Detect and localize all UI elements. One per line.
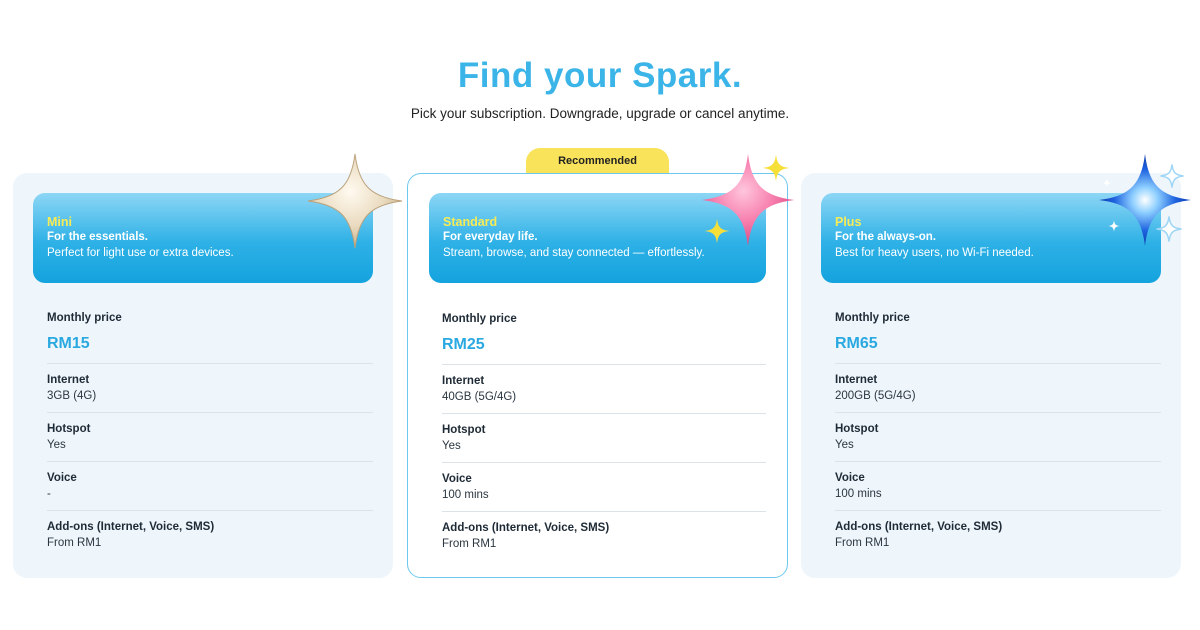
voice-label: Voice (442, 473, 472, 485)
sparkle-pearl-icon (306, 152, 404, 250)
hotspot-value: Yes (47, 439, 66, 451)
plan-description: Stream, browse, and stay connected — effortlessly. (443, 247, 705, 259)
internet-value: 40GB (5G/4G) (442, 391, 517, 403)
price-value: RM15 (47, 335, 90, 352)
hotspot-row (47, 413, 373, 462)
price-label: Monthly price (47, 312, 122, 324)
plan-tagline: For the essentials. (47, 231, 148, 243)
sparkle-small-white-icon (1160, 164, 1184, 188)
page-title: Find your Spark. (457, 56, 743, 95)
voice-label: Voice (47, 472, 77, 484)
addons-label: Add-ons (Internet, Voice, SMS) (835, 521, 1003, 533)
plan-tagline: For everyday life. (443, 231, 538, 243)
sparkle-small-white-icon (1108, 220, 1120, 232)
plan-description: Best for heavy users, no Wi-Fi needed. (835, 247, 1034, 259)
price-value: RM65 (835, 335, 878, 352)
plan-name: Standard (443, 215, 498, 229)
hotspot-row (442, 414, 766, 463)
voice-row (47, 462, 373, 511)
internet-value: 200GB (5G/4G) (835, 390, 916, 402)
voice-value: - (47, 488, 51, 500)
hotspot-label: Hotspot (835, 423, 879, 435)
addons-row (835, 511, 1161, 559)
sparkle-small-white-icon (1102, 178, 1112, 188)
voice-row (442, 463, 766, 512)
plan-name: Plus (835, 215, 862, 229)
price-row (835, 305, 1161, 364)
addons-value: From RM1 (835, 537, 890, 549)
addons-row (47, 511, 373, 559)
price-row (47, 305, 373, 364)
voice-row (835, 462, 1161, 511)
voice-value: 100 mins (835, 488, 882, 500)
recommended-badge: Recommended (526, 148, 669, 173)
price-label: Monthly price (835, 312, 910, 324)
plan-description: Perfect for light use or extra devices. (47, 247, 234, 259)
plan-details (835, 305, 1161, 559)
addons-row (442, 512, 766, 560)
hotspot-label: Hotspot (442, 424, 486, 436)
addons-value: From RM1 (442, 538, 497, 550)
plan-tagline: For the always-on. (835, 231, 936, 243)
internet-row (835, 364, 1161, 413)
addons-label: Add-ons (Internet, Voice, SMS) (47, 521, 215, 533)
hotspot-row (835, 413, 1161, 462)
hotspot-value: Yes (835, 439, 854, 451)
sparkle-small-white-icon (1156, 216, 1182, 242)
sparkle-small-yellow-icon (762, 154, 790, 182)
voice-value: 100 mins (442, 489, 489, 501)
sparkle-small-yellow-icon (704, 218, 730, 244)
price-row (442, 306, 766, 365)
price-label: Monthly price (442, 313, 517, 325)
internet-row (47, 364, 373, 413)
price-value: RM25 (442, 336, 485, 353)
hotspot-label: Hotspot (47, 423, 91, 435)
internet-row (442, 365, 766, 414)
internet-label: Internet (835, 374, 878, 386)
internet-value: 3GB (4G) (47, 390, 97, 402)
internet-label: Internet (442, 375, 485, 387)
plan-name: Mini (47, 215, 72, 229)
addons-label: Add-ons (Internet, Voice, SMS) (442, 522, 610, 534)
voice-label: Voice (835, 472, 865, 484)
internet-label: Internet (47, 374, 90, 386)
plan-details (47, 305, 373, 559)
page-subtitle: Pick your subscription. Downgrade, upgrade or cancel anytime. (410, 106, 790, 121)
plan-details (442, 306, 766, 560)
hotspot-value: Yes (442, 440, 461, 452)
addons-value: From RM1 (47, 537, 102, 549)
